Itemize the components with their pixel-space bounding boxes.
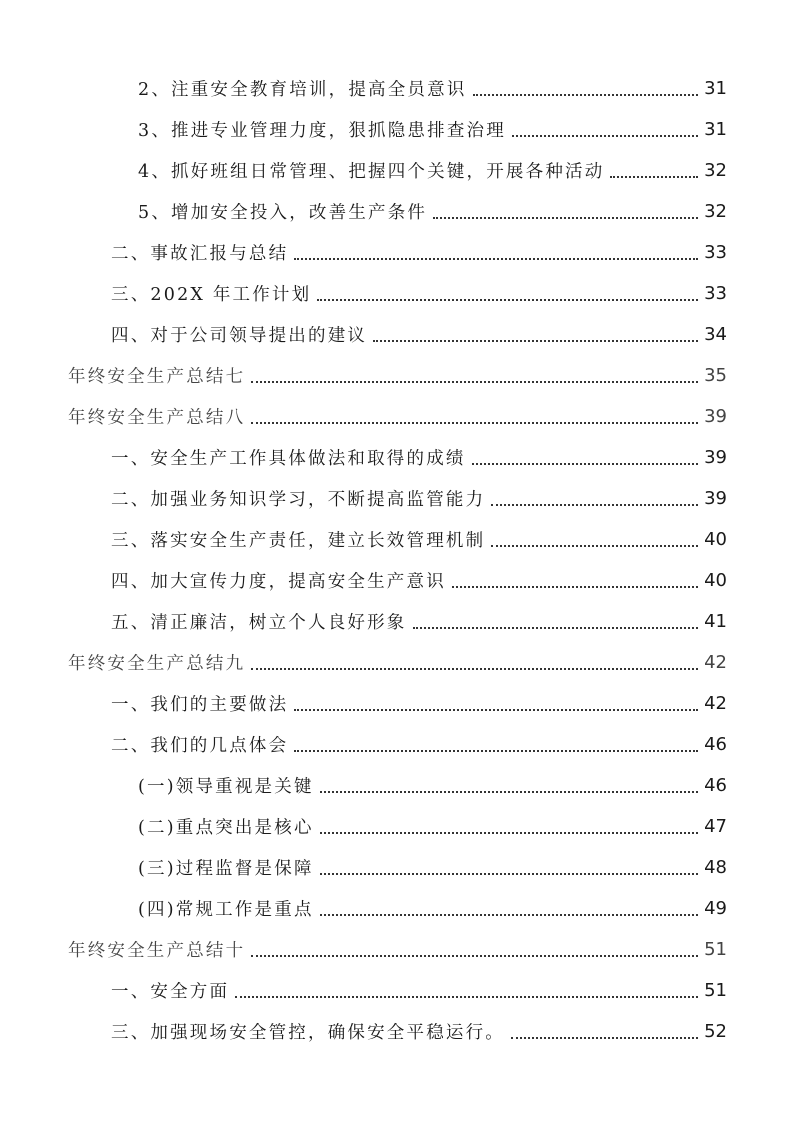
toc-entry[interactable] (138, 150, 727, 191)
toc-entry-page: 42 (704, 652, 727, 673)
dot-leader (491, 488, 698, 510)
dot-leader (317, 283, 698, 305)
toc-entry-page: 35 (704, 365, 727, 386)
dot-leader (251, 939, 698, 961)
toc-entry[interactable] (111, 724, 727, 765)
dot-leader (320, 816, 698, 838)
toc-entry-page: 34 (704, 324, 727, 345)
toc-entry-title: (一)领导重视是关键 (138, 777, 314, 797)
toc-entry-title: 二、加强业务知识学习，不断提高监管能力 (111, 490, 486, 510)
toc-entry-title: (二)重点突出是核心 (138, 818, 314, 838)
toc-entry-page: 33 (704, 242, 727, 263)
toc-entry-title: 4、抓好班组日常管理、把握四个关键，开展各种活动 (138, 162, 605, 182)
toc-entry-title: (三)过程监督是保障 (138, 859, 314, 879)
dot-leader (294, 734, 698, 756)
toc-entry-title: 一、安全生产工作具体做法和取得的成绩 (111, 449, 466, 469)
toc-entry-title: 一、我们的主要做法 (111, 695, 289, 715)
toc-entry[interactable] (138, 191, 727, 232)
dot-leader (491, 529, 698, 551)
dot-leader (320, 775, 698, 797)
toc-entry[interactable] (111, 437, 727, 478)
dot-leader (294, 693, 698, 715)
toc-entry-title: 五、清正廉洁，树立个人良好形象 (111, 613, 407, 633)
toc-entry-page: 47 (704, 816, 727, 837)
toc-entry-page: 46 (704, 775, 727, 796)
toc-entry-title: 年终安全生产总结七 (68, 367, 246, 387)
toc-entry-page: 40 (704, 570, 727, 591)
toc-entry[interactable] (111, 1011, 727, 1052)
toc-entry[interactable] (111, 314, 727, 355)
toc-entry-page: 52 (704, 1021, 727, 1042)
dot-leader (433, 201, 698, 223)
toc-entry-title: 年终安全生产总结九 (68, 654, 246, 674)
toc-entry[interactable] (138, 109, 727, 150)
toc-entry-page: 31 (704, 119, 727, 140)
toc-entry-title: (四)常规工作是重点 (138, 900, 314, 920)
dot-leader (452, 570, 698, 592)
toc-entry[interactable] (68, 355, 727, 396)
toc-entry-title: 四、加大宣传力度，提高安全生产意识 (111, 572, 446, 592)
toc-entry[interactable] (138, 765, 727, 806)
dot-leader (294, 242, 698, 264)
toc-entry-title: 三、加强现场安全管控，确保安全平稳运行。 (111, 1023, 505, 1043)
toc-entry-title: 四、对于公司领导提出的建议 (111, 326, 368, 346)
toc-entry-title: 三、202X 年工作计划 (111, 285, 312, 305)
dot-leader (413, 611, 699, 633)
toc-entry-page: 39 (704, 406, 727, 427)
toc-entry-title: 二、我们的几点体会 (111, 736, 289, 756)
dot-leader (512, 119, 698, 141)
toc-entry[interactable] (111, 232, 727, 273)
dot-leader (235, 980, 698, 1002)
toc-entry-title: 3、推进专业管理力度，狠抓隐患排查治理 (138, 121, 506, 141)
dot-leader (320, 857, 698, 879)
toc-entry-page: 32 (704, 160, 727, 181)
toc-entry-page: 49 (704, 898, 727, 919)
toc-entry-title: 二、事故汇报与总结 (111, 244, 289, 264)
toc-entry[interactable] (68, 929, 727, 970)
toc-entry-page: 33 (704, 283, 727, 304)
dot-leader (320, 898, 698, 920)
dot-leader (251, 652, 698, 674)
toc-entry-page: 48 (704, 857, 727, 878)
toc-entry[interactable] (68, 642, 727, 683)
toc-entry-title: 三、落实安全生产责任，建立长效管理机制 (111, 531, 486, 551)
dot-leader (473, 78, 699, 100)
toc-entry-page: 51 (704, 939, 727, 960)
dot-leader (610, 160, 698, 182)
toc-entry-title: 年终安全生产总结八 (68, 408, 246, 428)
toc-entry[interactable] (138, 847, 727, 888)
toc-entry-page: 46 (704, 734, 727, 755)
toc-entry-page: 51 (704, 980, 727, 1001)
toc-entry-page: 31 (704, 78, 727, 99)
toc-entry-title: 年终安全生产总结十 (68, 941, 246, 961)
toc-entry[interactable] (111, 273, 727, 314)
toc-entry-page: 39 (704, 447, 727, 468)
toc-entry[interactable] (68, 396, 727, 437)
toc-entry-title: 一、安全方面 (111, 982, 230, 1002)
toc-entry-page: 32 (704, 201, 727, 222)
toc-entry-page: 40 (704, 529, 727, 550)
toc-entry[interactable] (111, 478, 727, 519)
dot-leader (373, 324, 698, 346)
dot-leader (472, 447, 698, 469)
toc-entry[interactable] (111, 683, 727, 724)
toc-entry[interactable] (111, 970, 727, 1011)
toc-entry[interactable] (111, 560, 727, 601)
toc-entry-page: 39 (704, 488, 727, 509)
toc-entry[interactable] (111, 519, 727, 560)
toc-entry-page: 42 (704, 693, 727, 714)
toc-entry[interactable] (138, 68, 727, 109)
dot-leader (251, 365, 698, 387)
dot-leader (511, 1021, 698, 1043)
toc-entry[interactable] (138, 806, 727, 847)
toc-entry[interactable] (111, 601, 727, 642)
toc-entry-page: 41 (704, 611, 727, 632)
dot-leader (251, 406, 698, 428)
toc-entry-title: 5、增加安全投入，改善生产条件 (138, 203, 428, 223)
toc-entry-title: 2、注重安全教育培训，提高全员意识 (138, 80, 467, 100)
toc-entry[interactable] (138, 888, 727, 929)
